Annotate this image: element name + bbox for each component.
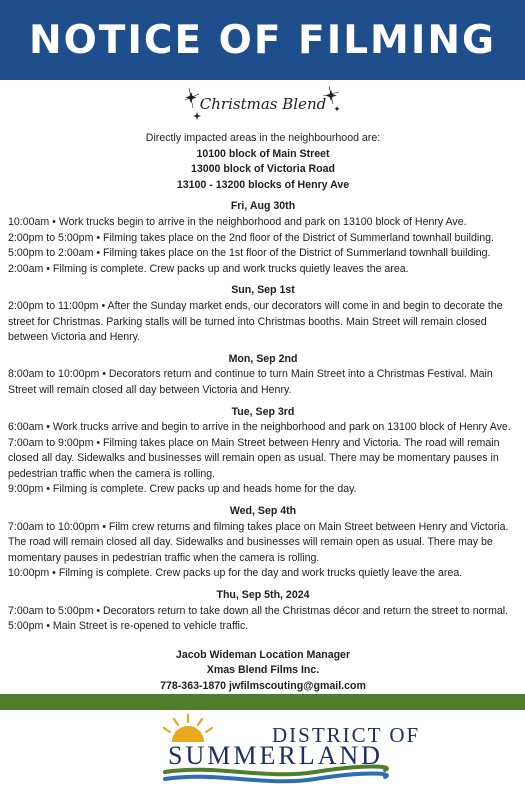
contact-block — [8, 648, 518, 695]
impacted-areas-lead: Directly impacted areas in the neighbourhood are: — [145, 132, 381, 144]
schedule-entry: 9:00pm • Filming is complete. Crew packs up and heads home for the day. — [8, 483, 357, 496]
schedule-day — [8, 199, 518, 277]
sun-icon — [164, 715, 212, 742]
impacted-areas — [8, 131, 518, 193]
contact-company: Xmas Blend Films Inc. — [206, 664, 320, 677]
schedule-day — [8, 352, 518, 399]
schedule-day-heading: Sun, Sep 1st — [231, 284, 295, 297]
notice-body — [8, 131, 518, 695]
impacted-area: 10100 block of Main Street — [196, 147, 330, 160]
schedule-entry: 10:00am • Work trucks begin to arrive in the neighborhood and park on 13100 block of Henry Ave. — [8, 215, 467, 228]
contact-name: Jacob Wideman Location Manager — [175, 648, 351, 661]
schedule-day-heading: Mon, Sep 2nd — [228, 352, 298, 365]
impacted-area: 13000 block of Victoria Road — [190, 163, 336, 176]
schedule-entry: 6:00am • Work trucks arrive and begin to arrive in the neighborhood and park on 13100 block of Henry Ave. — [8, 421, 511, 434]
christmas-blend-logo-text: Christmas Blend — [199, 95, 326, 113]
schedule-day-heading: Thu, Sep 5th, 2024 — [216, 589, 310, 602]
schedule-day-heading: Wed, Sep 4th — [229, 505, 297, 518]
district-logo-graphic — [0, 712, 525, 787]
christmas-blend-logo-graphic — [183, 86, 343, 122]
schedule-entry: 10:00pm • Filming is complete. Crew packs up for the day and work trucks quietly leave the area. — [8, 567, 463, 580]
schedule-entry: 7:00am to 10:00pm • Film crew returns and filming takes place on Main Street between Henry and Victoria. The road will remain closed all day. Sidewalks and businesses will remain open as usual. There may be momentary pauses in pedestrian traffic when the camera is rolling. — [8, 520, 509, 564]
district-of-text: DISTRICT OF — [272, 723, 421, 747]
schedule-entry: 5:00pm to 2:00am • Filming takes place on the 1st floor of the District of Summerland townhall building. — [8, 247, 491, 260]
schedule-day — [8, 504, 518, 582]
schedule-day — [8, 588, 518, 635]
schedule-entry: 2:00pm to 5:00pm • Filming takes place on the 2nd floor of the District of Summerland townhall building. — [8, 231, 494, 244]
summerland-text: SUMMERLAND — [168, 741, 383, 770]
notice-header — [0, 0, 525, 80]
contact-phone-email: 778-363-1870 jwfilmscouting@gmail.com — [160, 680, 366, 692]
schedule-entry: 7:00am to 5:00pm • Decorators return to take down all the Christmas décor and return the street to normal. — [8, 604, 509, 617]
schedule-day-heading: Fri, Aug 30th — [230, 200, 296, 213]
schedule-entry: 2:00am • Filming is complete. Crew packs up and work trucks quietly leaves the area. — [8, 262, 409, 275]
schedule-entry: 2:00pm to 11:00pm • After the Sunday market ends, our decorators will come in and begin to decorate the street for Christmas. Parking stalls will be turned into Christmas booths. Main Street will remain closed between Victoria and Henry. — [8, 299, 503, 344]
schedule-day — [8, 283, 518, 345]
district-of-summerland-logo — [0, 712, 525, 787]
christmas-blend-logo — [0, 86, 525, 122]
schedule-day — [8, 405, 518, 499]
schedule-day-heading: Tue, Sep 3rd — [231, 405, 295, 418]
schedule-entry: 7:00am to 9:00pm • Filming takes place on Main Street between Henry and Victoria. The road will remain closed all day. Sidewalks and businesses will remain open as usual. There may be momentary pauses in pedestrian traffic when the camera is rolling. — [8, 436, 500, 480]
page-title: NOTICE OF FILMING — [28, 17, 497, 63]
schedule-entry: 8:00am to 10:00pm • Decorators return and continue to turn Main Street into a Christmas Festival. Main Street will remain closed all day between Victoria and Henry. — [8, 368, 493, 396]
impacted-area: 13100 - 13200 blocks of Henry Ave — [176, 178, 350, 191]
green-divider-bar — [0, 694, 525, 710]
schedule-entry: 5:00pm • Main Street is re-opened to vehicle traffic. — [8, 620, 249, 633]
